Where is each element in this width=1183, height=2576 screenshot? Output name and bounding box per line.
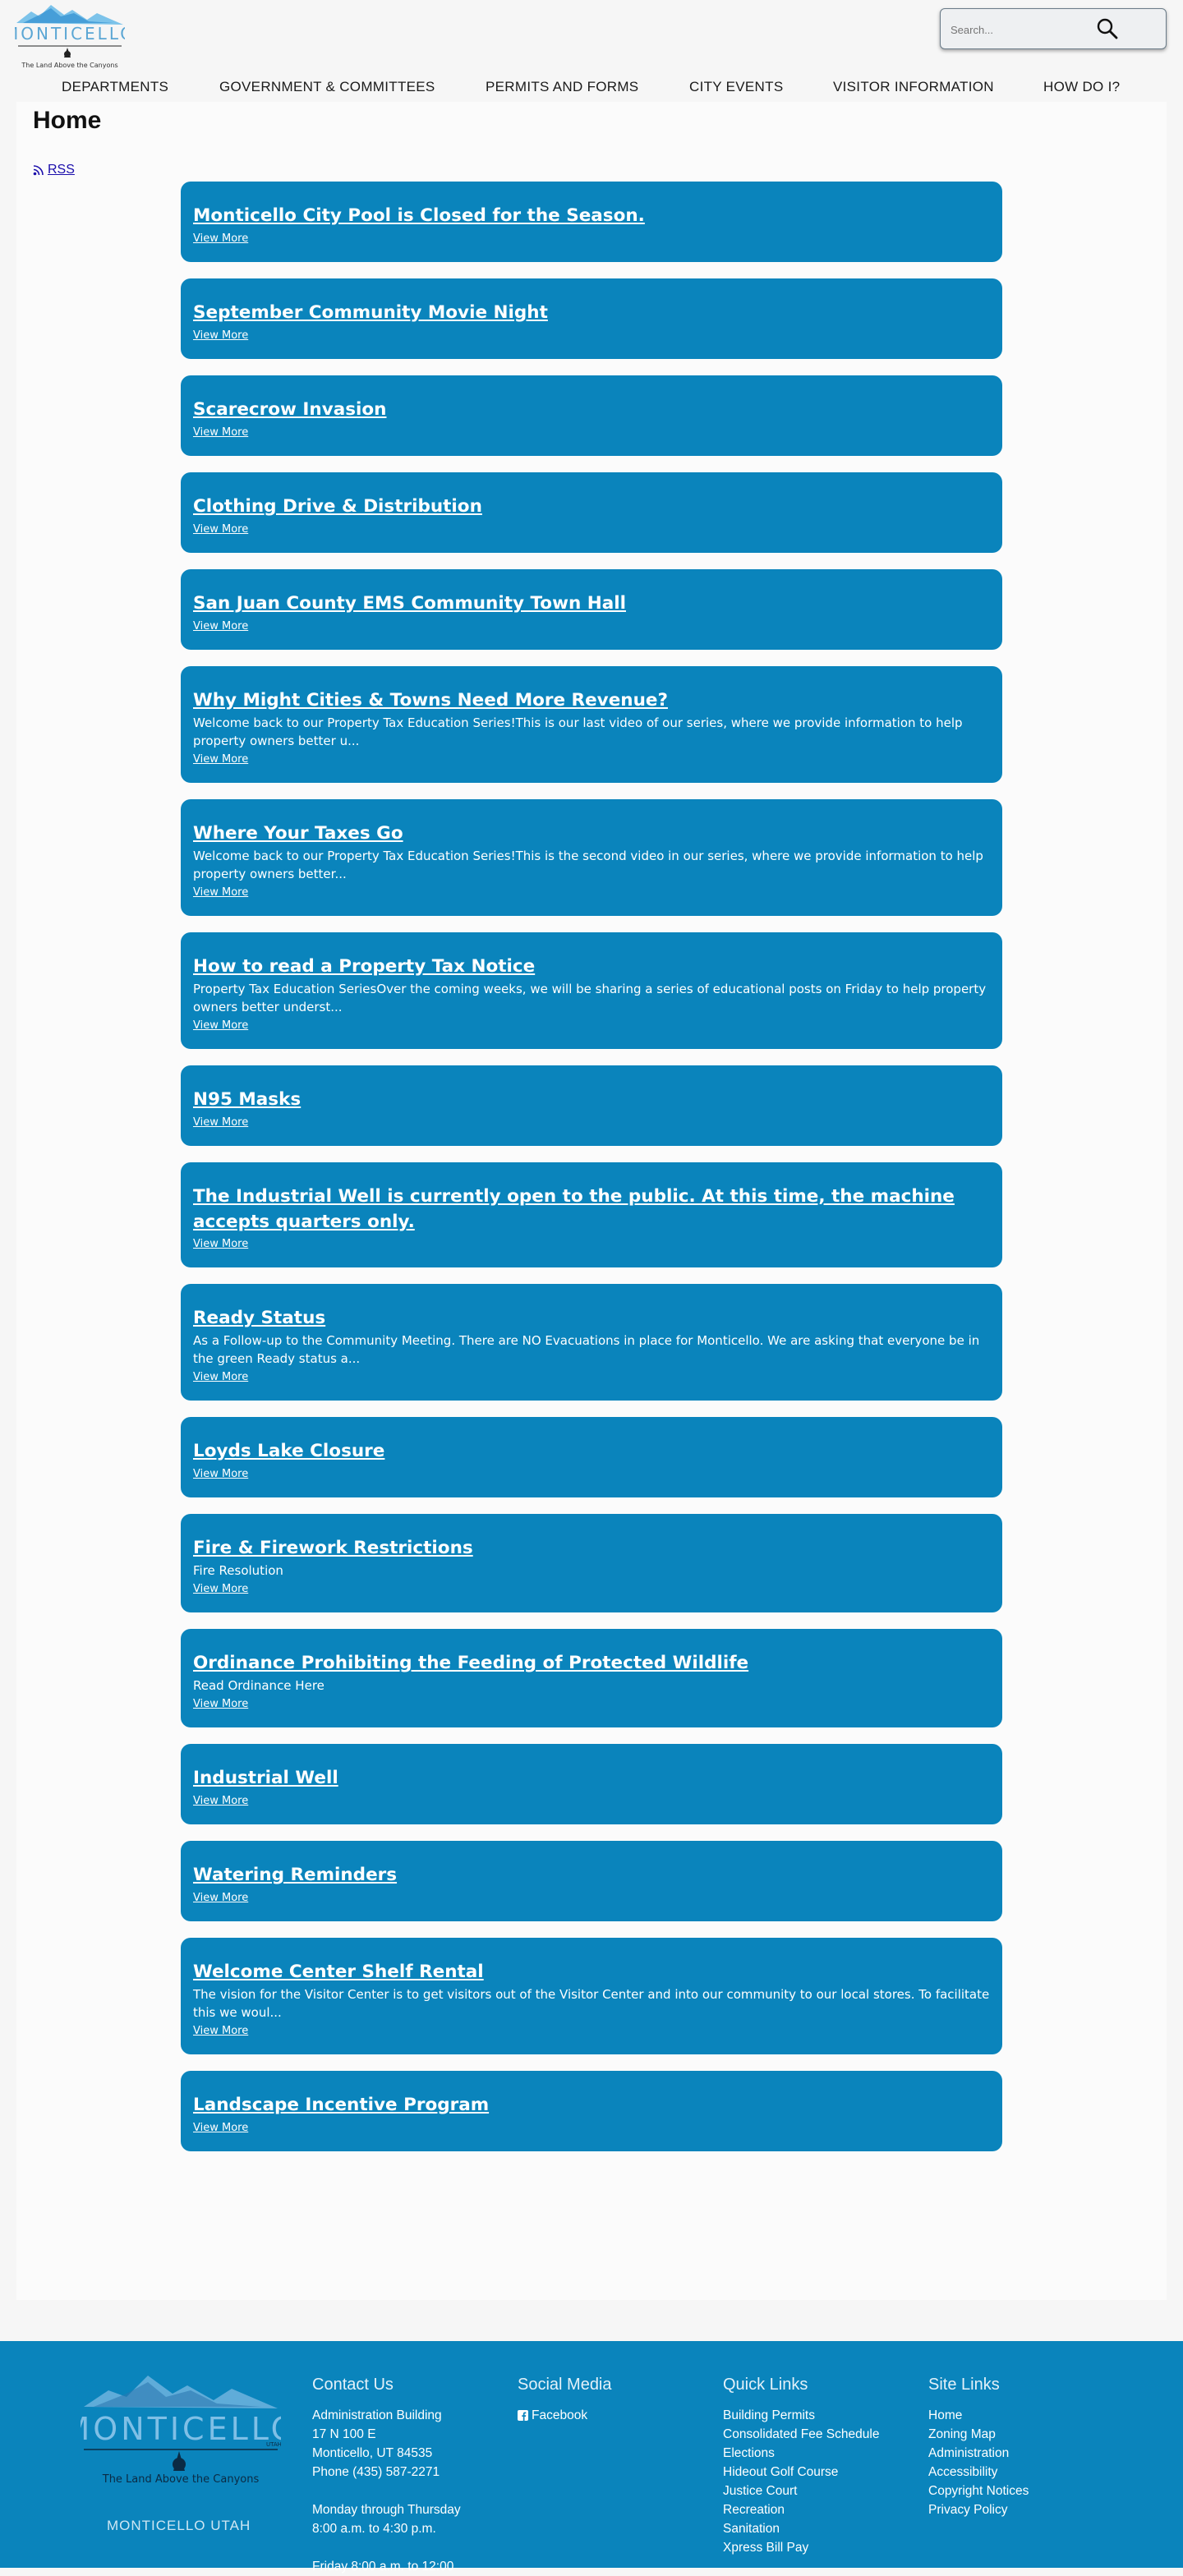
- news-card-title[interactable]: Clothing Drive & Distribution: [193, 496, 482, 517]
- news-card-title[interactable]: Monticello City Pool is Closed for the Season.: [193, 205, 645, 226]
- view-more-link[interactable]: View More: [193, 426, 249, 439]
- news-card: [181, 472, 1002, 553]
- nav-permits-forms[interactable]: PERMITS AND FORMS: [486, 79, 639, 94]
- news-card: [181, 1162, 1002, 1267]
- news-card: [181, 666, 1002, 783]
- news-card: [181, 1284, 1002, 1401]
- contact-line: 8:00 a.m. to 4:30 p.m.: [312, 2522, 436, 2536]
- news-card-description: As a Follow-up to the Community Meeting. There are NO Evacuations in place for Monticello. We are asking that everyone be in the green Ready status a...: [193, 1333, 980, 1366]
- contact-heading: Contact Us: [312, 2376, 394, 2394]
- news-card-title[interactable]: The Industrial Well is currently open to the public. At this time, the machine accepts quarters only.: [193, 1186, 955, 1232]
- search-input[interactable]: [949, 19, 1116, 40]
- site-link[interactable]: Privacy Policy: [928, 2503, 1008, 2517]
- news-card-description: Property Tax Education SeriesOver the coming weeks, we will be sharing a series of educational posts on Friday to help property owners better underst...: [193, 982, 987, 1014]
- rss-icon: [33, 164, 44, 176]
- view-more-link[interactable]: View More: [193, 232, 249, 245]
- news-card-description: Read Ordinance Here: [193, 1678, 325, 1693]
- news-card-title[interactable]: Ready Status: [193, 1308, 326, 1328]
- view-more-link[interactable]: View More: [193, 1371, 249, 1383]
- site-header: [0, 0, 1183, 102]
- news-card-title[interactable]: San Juan County EMS Community Town Hall: [193, 593, 626, 614]
- svg-text:The Land Above the Canyons: The Land Above the Canyons: [102, 2473, 260, 2486]
- view-more-link[interactable]: View More: [193, 1892, 249, 1904]
- contact-line: 17 N 100 E: [312, 2427, 376, 2441]
- news-card-title[interactable]: How to read a Property Tax Notice: [193, 956, 536, 977]
- quick-link[interactable]: Elections: [723, 2446, 775, 2460]
- rss-link[interactable]: [33, 163, 75, 177]
- news-card-title[interactable]: N95 Masks: [193, 1089, 302, 1110]
- search-box: [940, 8, 1167, 49]
- view-more-link[interactable]: View More: [193, 2122, 249, 2134]
- footer-logo[interactable]: [81, 2371, 281, 2486]
- site-logo[interactable]: [15, 3, 125, 71]
- news-card: [181, 932, 1002, 1049]
- view-more-link[interactable]: View More: [193, 2025, 249, 2037]
- news-card: [181, 1841, 1002, 1921]
- news-card-description: Welcome back to our Property Tax Education Series!This is the second video in our series, where we provide information to help property owners better...: [193, 849, 983, 881]
- news-card: [181, 278, 1002, 359]
- view-more-link[interactable]: View More: [193, 1019, 249, 1032]
- main-navigation: [0, 76, 1183, 99]
- news-card-title[interactable]: Welcome Center Shelf Rental: [193, 1962, 484, 1982]
- news-card-title[interactable]: Landscape Incentive Program: [193, 2095, 490, 2115]
- site-link[interactable]: Administration: [928, 2446, 1010, 2460]
- contact-line: Phone (435) 587-2271: [312, 2465, 440, 2479]
- contact-line: Monticello, UT 84535: [312, 2446, 433, 2460]
- news-card: [181, 182, 1002, 262]
- news-card: [181, 1514, 1002, 1612]
- site-link[interactable]: Accessibility: [928, 2465, 998, 2479]
- news-card: [181, 1744, 1002, 1824]
- news-card-title[interactable]: Fire & Firework Restrictions: [193, 1538, 473, 1558]
- site-footer: [0, 2341, 1183, 2574]
- view-more-link[interactable]: View More: [193, 1583, 249, 1595]
- news-card-title[interactable]: Scarecrow Invasion: [193, 399, 387, 420]
- news-card-description: Welcome back to our Property Tax Education Series!This is our last video of our series, where we provide information to help property owners better u...: [193, 715, 963, 748]
- facebook-icon: [518, 2410, 528, 2421]
- news-card: [181, 569, 1002, 650]
- svg-text:The Land Above the Canyons: The Land Above the Canyons: [21, 62, 118, 69]
- footer-contact: [312, 2376, 461, 2576]
- rss-label: RSS: [48, 163, 75, 177]
- footer-city-name: MONTICELLO UTAH: [107, 2518, 251, 2533]
- site-link[interactable]: Home: [928, 2408, 963, 2422]
- quick-link[interactable]: Recreation: [723, 2503, 785, 2517]
- social-heading: Social Media: [518, 2376, 612, 2394]
- nav-departments[interactable]: DEPARTMENTS: [62, 79, 169, 94]
- news-card: [181, 1065, 1002, 1146]
- view-more-link[interactable]: View More: [193, 1795, 249, 1807]
- view-more-link[interactable]: View More: [193, 1698, 249, 1710]
- nav-city-events[interactable]: CITY EVENTS: [689, 79, 784, 94]
- news-card-title[interactable]: Ordinance Prohibiting the Feeding of Protected Wildlife: [193, 1653, 749, 1673]
- footer-quick-links: [723, 2376, 879, 2557]
- nav-government-committees[interactable]: GOVERNMENT & COMMITTEES: [219, 79, 435, 94]
- news-card: [181, 799, 1002, 916]
- news-card: [181, 1417, 1002, 1497]
- news-card-description: The vision for the Visitor Center is to get visitors out of the Visitor Center and into our community to our local stores. To facilitate this we woul...: [193, 1987, 990, 2020]
- view-more-link[interactable]: View More: [193, 1116, 249, 1129]
- quick-link[interactable]: Hideout Golf Course: [723, 2465, 839, 2479]
- quick-link[interactable]: Sanitation: [723, 2522, 780, 2536]
- site-link[interactable]: Copyright Notices: [928, 2484, 1029, 2498]
- news-card-title[interactable]: Where Your Taxes Go: [193, 823, 403, 844]
- contact-line: Administration Building: [312, 2408, 442, 2422]
- contact-line: Monday through Thursday: [312, 2503, 461, 2517]
- view-more-link[interactable]: View More: [193, 753, 249, 766]
- view-more-link[interactable]: View More: [193, 1238, 249, 1250]
- news-card: [181, 1629, 1002, 1727]
- news-card-title[interactable]: September Community Movie Night: [193, 302, 548, 323]
- view-more-link[interactable]: View More: [193, 1468, 249, 1480]
- view-more-link[interactable]: View More: [193, 523, 249, 536]
- facebook-label: Facebook: [532, 2408, 588, 2422]
- quick-link[interactable]: Consolidated Fee Schedule: [723, 2427, 880, 2441]
- svg-text:MONTICELLO: ONTICELL: [93, 2411, 271, 2447]
- news-card-title[interactable]: Why Might Cities & Towns Need More Revenue?: [193, 690, 668, 711]
- news-card-title[interactable]: Watering Reminders: [193, 1865, 398, 1885]
- news-card: [181, 2071, 1002, 2151]
- nav-how-do-i[interactable]: HOW DO I?: [1043, 79, 1121, 94]
- quick-link[interactable]: Building Permits: [723, 2408, 815, 2422]
- facebook-link[interactable]: [518, 2406, 612, 2425]
- site-link[interactable]: Zoning Map: [928, 2427, 996, 2441]
- footer-social: [518, 2376, 612, 2425]
- view-more-link[interactable]: View More: [193, 329, 249, 342]
- news-card-description: Fire Resolution: [193, 1563, 283, 1578]
- mountain-logo-icon: [15, 3, 125, 71]
- view-more-link[interactable]: View More: [193, 886, 249, 899]
- news-card: [181, 1938, 1002, 2054]
- footer-site-links: [928, 2376, 1029, 2519]
- quick-links-heading: Quick Links: [723, 2376, 808, 2394]
- mountain-logo-icon: [81, 2371, 281, 2486]
- news-card: [181, 375, 1002, 456]
- quick-link[interactable]: Xpress Bill Pay: [723, 2541, 809, 2555]
- main-content: [16, 102, 1167, 2300]
- page-title: Home: [33, 107, 102, 134]
- search-icon[interactable]: [1095, 16, 1120, 41]
- svg-text:MONTICELLO: ONTICELL: [21, 24, 121, 44]
- news-card-title[interactable]: Industrial Well: [193, 1768, 338, 1788]
- site-links-heading: Site Links: [928, 2376, 1000, 2394]
- nav-visitor-information[interactable]: VISITOR INFORMATION: [833, 79, 994, 94]
- quick-link[interactable]: Justice Court: [723, 2484, 798, 2498]
- news-card-title[interactable]: Loyds Lake Closure: [193, 1441, 385, 1461]
- svg-text:UTAH: UTAH: [266, 2441, 281, 2448]
- contact-line: Friday 8:00 a.m. to 12:00: [312, 2560, 454, 2574]
- view-more-link[interactable]: View More: [193, 620, 249, 632]
